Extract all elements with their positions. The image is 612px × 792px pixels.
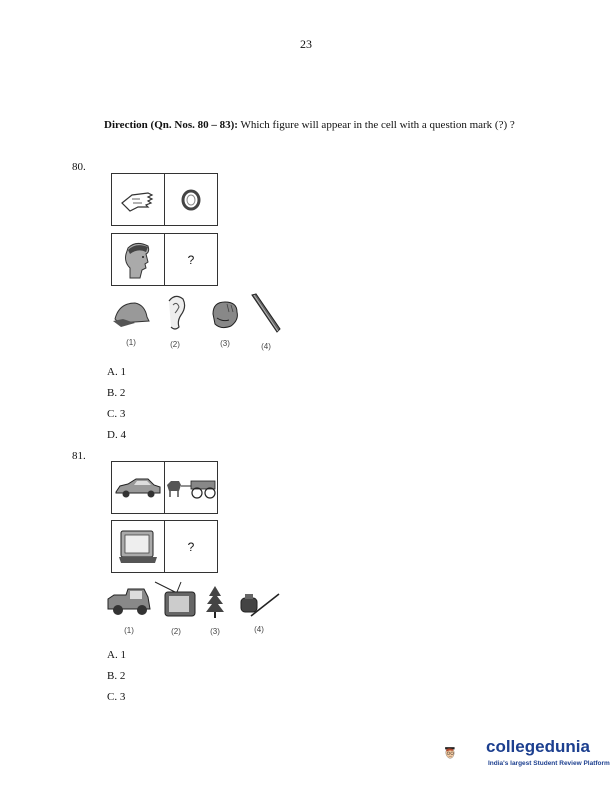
car-icon	[112, 462, 164, 513]
inkpot-pen-icon	[237, 588, 281, 623]
option-3[interactable]	[207, 296, 243, 348]
option-1[interactable]	[109, 297, 153, 347]
mascot-icon	[444, 729, 488, 777]
question-mark-cell	[164, 234, 217, 285]
grid-row-top	[111, 461, 218, 514]
choice-b[interactable]: B. 2	[107, 387, 126, 399]
option-3-label: (3)	[210, 627, 220, 636]
logo-name: collegedunia	[486, 737, 590, 756]
option-4[interactable]	[237, 588, 281, 634]
direction-text	[104, 118, 554, 132]
computer-icon	[112, 521, 164, 572]
option-4-label: (4)	[261, 342, 271, 351]
option-4[interactable]	[248, 291, 284, 351]
option-1[interactable]	[106, 585, 152, 635]
question-mark: ?	[187, 539, 195, 554]
page-number: 23	[300, 37, 312, 51]
face-icon	[112, 234, 164, 285]
glove-icon	[207, 296, 243, 337]
hand-icon	[112, 174, 164, 225]
choice-d[interactable]: D. 4	[107, 429, 126, 441]
choice-a[interactable]: A. 1	[107, 366, 126, 378]
grid-row-bottom	[111, 233, 218, 286]
option-4-label: (4)	[254, 625, 264, 634]
option-3-label: (3)	[220, 339, 230, 348]
option-1-label: (1)	[124, 626, 134, 635]
question-81-choices	[107, 645, 126, 708]
question-80-number: 80.	[72, 161, 86, 173]
option-2-label: (2)	[171, 627, 181, 636]
tree-icon	[205, 584, 225, 625]
bullock-cart-icon	[164, 462, 217, 513]
choice-a[interactable]: A. 1	[107, 649, 126, 661]
option-1-label: (1)	[126, 338, 136, 347]
option-2[interactable]	[153, 580, 199, 636]
option-2-label: (2)	[170, 340, 180, 349]
option-3[interactable]	[205, 584, 225, 636]
question-mark: ?	[187, 252, 195, 267]
option-2[interactable]	[161, 293, 189, 349]
direction-body: Which figure will appear in the cell with a question mark (?) ?	[237, 119, 515, 131]
grid-row-bottom	[111, 520, 218, 573]
jeep-icon	[106, 585, 152, 624]
grid-row-top	[111, 173, 218, 226]
choice-c[interactable]: C. 3	[107, 408, 126, 420]
question-mark-cell	[164, 521, 217, 572]
cap-icon	[109, 297, 153, 336]
direction-label: Direction (Qn. Nos. 80 – 83):	[104, 119, 238, 131]
choice-c[interactable]: C. 3	[107, 691, 126, 703]
bat-icon	[248, 291, 284, 340]
ear-icon	[161, 293, 189, 338]
question-80-choices	[107, 362, 126, 446]
logo-tagline: India's largest Student Review Platform	[488, 760, 610, 767]
choice-b[interactable]: B. 2	[107, 670, 126, 682]
ring-icon	[164, 174, 217, 225]
television-icon	[153, 580, 199, 625]
question-81-number: 81.	[72, 450, 86, 462]
